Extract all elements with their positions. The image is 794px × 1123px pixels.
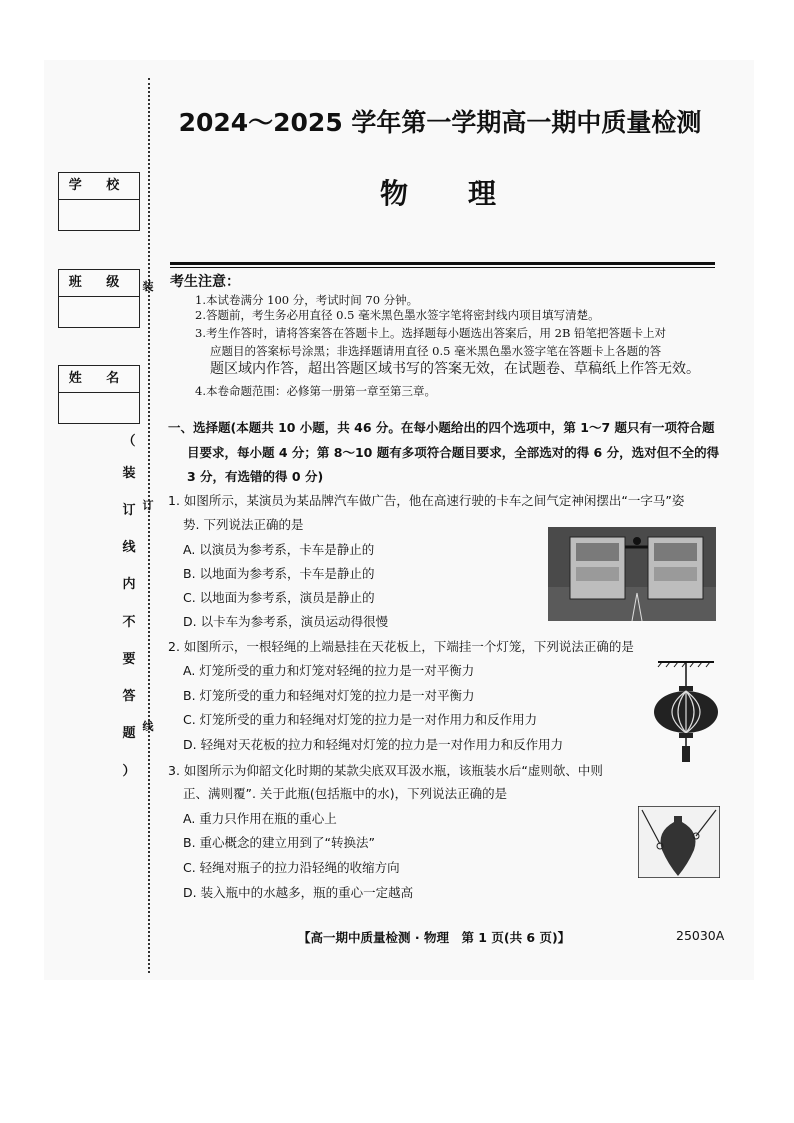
seal-char: （	[122, 434, 136, 449]
seal-char: 线	[122, 540, 136, 555]
notice-item: 2.答题前，考生务必用直径 0.5 毫米黑色墨水签字笔将密封线内项目填写清楚。	[195, 308, 600, 322]
exam-title: 2024～2025 学年第一学期高一期中质量检测	[178, 108, 702, 137]
question-stem: 3. 如图所示为仰韶文化时期的某款尖底双耳汲水瓶，该瓶装水后“虚则欹、中则	[168, 763, 603, 778]
option: A. 灯笼所受的重力和灯笼对轻绳的拉力是一对平衡力	[183, 663, 475, 678]
question-stem: 势. 下列说法正确的是	[183, 517, 304, 532]
name-box	[58, 365, 140, 424]
option: A. 以演员为参考系，卡车是静止的	[183, 542, 375, 557]
section-heading: 目要求，每小题 4 分；第 8～10 题有多项符合题目要求，全部选对的得 6 分，选对但不全的得	[187, 445, 720, 460]
option: C. 灯笼所受的重力和轻绳对灯笼的拉力是一对作用力和反作用力	[183, 712, 538, 727]
seal-line	[148, 78, 150, 973]
school-field[interactable]	[59, 200, 139, 230]
option: D. 装入瓶中的水越多，瓶的重心一定越高	[183, 885, 414, 900]
amphora-figure	[638, 806, 720, 878]
option: B. 以地面为参考系，卡车是静止的	[183, 566, 375, 581]
seal-char: ）	[122, 764, 136, 779]
name-field[interactable]	[59, 393, 139, 423]
divider	[170, 267, 715, 268]
question-stem: 1. 如图所示，某演员为某品牌汽车做广告，他在高速行驶的卡车之间气定神闲摆出“一字马”姿	[168, 493, 685, 508]
section-heading: 一、选择题(本题共 10 小题，共 46 分。在每小题给出的四个选项中，第 1～7 题只有一项符合题	[168, 420, 715, 435]
question-stem: 2. 如图所示，一根轻绳的上端悬挂在天花板上，下端挂一个灯笼，下列说法正确的是	[168, 639, 634, 654]
notice-item: 3.考生作答时，请将答案答在答题卡上。选择题每小题选出答案后，用 2B 铅笔把答题卡上对	[195, 326, 667, 340]
paper-code: 25030A	[676, 928, 725, 943]
school-label: 学 校	[59, 173, 139, 200]
class-label: 班 级	[59, 270, 139, 297]
notice-item: 4.本卷命题范围：必修第一册第一章至第三章。	[195, 384, 436, 398]
lantern-figure	[650, 658, 722, 766]
seal-char: 答	[122, 689, 136, 704]
class-box	[58, 269, 140, 328]
option: D. 轻绳对天花板的拉力和轻绳对灯笼的拉力是一对作用力和反作用力	[183, 737, 564, 752]
seal-char: 订	[122, 503, 136, 518]
seal-mark: 订	[142, 499, 154, 512]
seal-char: 装	[122, 466, 136, 481]
notice-item: 1.本试卷满分 100 分，考试时间 70 分钟。	[195, 293, 419, 307]
notice-item: 应题目的答案标号涂黑；非选择题请用直径 0.5 毫米黑色墨水签字笔在答题卡上各题的答	[210, 344, 662, 358]
seal-char: 题	[122, 726, 136, 741]
subject-title: 物理	[380, 177, 557, 210]
seal-mark: 装	[142, 280, 154, 293]
page-footer: 【高一期中质量检测 · 物理 第 1 页(共 6 页)】	[298, 930, 571, 945]
trucks-photo	[548, 527, 716, 621]
option: C. 轻绳对瓶子的拉力沿轻绳的收缩方向	[183, 860, 400, 875]
option: B. 重心概念的建立用到了“转换法”	[183, 835, 375, 850]
school-box	[58, 172, 140, 231]
seal-mark: 线	[142, 720, 154, 733]
name-label: 姓 名	[59, 366, 139, 393]
question-stem: 正、满则覆”. 关于此瓶(包括瓶中的水)，下列说法正确的是	[183, 786, 508, 801]
option: B. 灯笼所受的重力和轻绳对灯笼的拉力是一对平衡力	[183, 688, 475, 703]
seal-char: 不	[122, 615, 136, 630]
class-field[interactable]	[59, 297, 139, 327]
notice-heading: 考生注意：	[170, 274, 240, 290]
divider	[170, 262, 715, 265]
seal-char: 要	[122, 652, 136, 667]
seal-char: 内	[122, 577, 136, 592]
section-heading: 3 分，有选错的得 0 分)	[187, 469, 324, 484]
option: C. 以地面为参考系，演员是静止的	[183, 590, 375, 605]
notice-item: 题区域内作答，超出答题区域书写的答案无效，在试题卷、草稿纸上作答无效。	[210, 361, 700, 377]
option: D. 以卡车为参考系，演员运动得很慢	[183, 614, 389, 629]
option: A. 重力只作用在瓶的重心上	[183, 811, 337, 826]
